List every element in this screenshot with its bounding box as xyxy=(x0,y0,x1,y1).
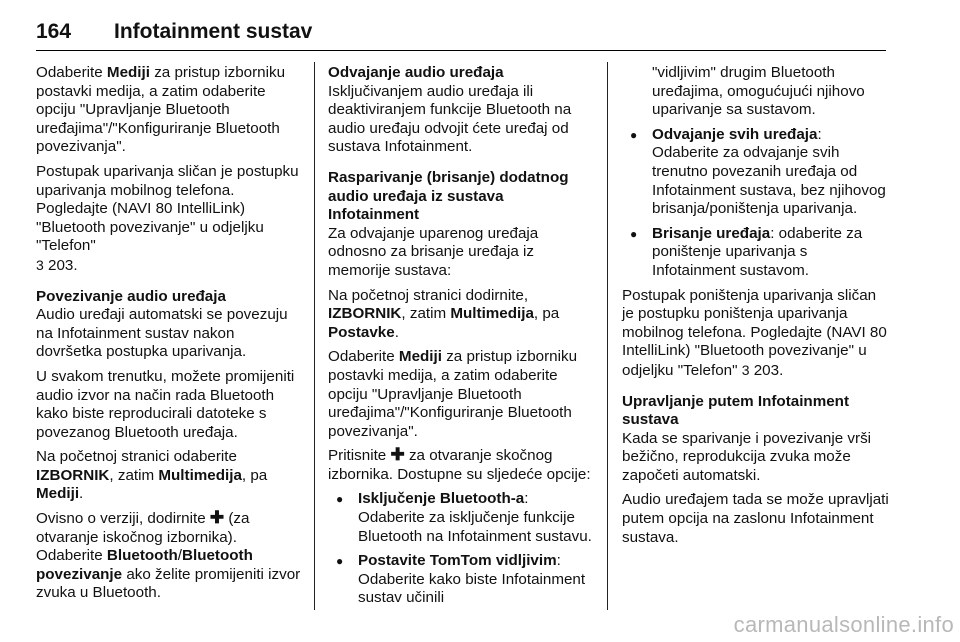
option-list xyxy=(328,490,598,608)
paragraph: Na početnoj stranici odaberite IZBORNIK, zatim Multimedija, pa Mediji. xyxy=(36,448,268,503)
list-item-continuation: "vidljivim" drugim Bluetooth uređajima, omogućujući njihovo uparivanje sa sustavom. xyxy=(652,64,865,119)
page-reference-arrow-icon[interactable]: 3 xyxy=(741,361,750,378)
column-3 xyxy=(622,64,892,553)
list-item: ● Isključenje Bluetooth-a: Odaberite za isključenje funkcije Bluetooth na Infotainment sustavu. xyxy=(328,490,598,546)
paragraph: Ovisno o verziji, dodirnite ✚ (za otvaranje iskočnog izbornika). Odaberite Bluetooth/Bluetooth povezivanje ako želite promijeniti izvor zvuka u Bluetooth. xyxy=(36,508,301,602)
list-item: ● Postavite TomTom vidljivim: Odaberite kako biste Infotainment sustav učinili xyxy=(328,552,598,608)
plus-icon: ✚ xyxy=(209,508,225,528)
section-heading: Rasparivanje (brisanje) dodatnog audio uređaja iz sustava Infotainment xyxy=(328,168,569,224)
paragraph: Odaberite Mediji za pristup izborniku postavki medija, a zatim odaberite opciju "Upravljanje Bluetooth uređajima"/"Konfiguriranje Bluetooth povezivanja". xyxy=(328,348,578,440)
paragraph: Postupak poništenja uparivanja sličan je postupku poništenja uparivanja mobilnog telefona. Pogledajte (NAVI 80 IntelliLink) "Bluetooth povezivanje" u odjeljku "Telefon" 3 203. xyxy=(622,286,887,379)
paragraph: Audio uređajem tada se može upravljati putem opcija na zaslonu Infotainment sustava. xyxy=(622,491,889,546)
section-heading: Povezivanje audio uređaja xyxy=(36,287,226,305)
column-1 xyxy=(36,64,304,609)
list-item: ● Brisanje uređaja: odaberite za poništenje uparivanja s Infotainment sustavom. xyxy=(622,225,892,281)
page-number: 164 xyxy=(36,20,72,43)
list-item: ● Odvajanje svih uređaja: Odaberite za odvajanje svih trenutno povezanih uređaja od Infotainment sustava, bez njihovog brisanja/poništenja uparivanja. xyxy=(622,126,892,219)
column-divider-1 xyxy=(314,62,315,610)
page-reference-arrow-icon[interactable]: 3 xyxy=(36,256,44,273)
option-list xyxy=(622,64,892,281)
paragraph: Na početnoj stranici dodirnite, IZBORNIK, zatim Multimedija, pa Postavke. xyxy=(328,286,560,341)
paragraph: Kada se sparivanje i povezivanje vrši bežično, reprodukcija zvuka može započeti automatski. xyxy=(622,429,872,484)
paragraph: Isključivanjem audio uređaja ili deaktiviranjem funkcije Bluetooth na audio uređaju odvojit ćete uređaj od sustava Infotainment. xyxy=(328,82,572,156)
page-header xyxy=(36,20,886,52)
watermark: carmanualsonline.info xyxy=(733,612,954,637)
paragraph: Za odvajanje uparenog uređaja odnosno za brisanje uređaja iz memorije sustava: xyxy=(328,224,539,279)
paragraph: Pritisnite ✚ za otvaranje skočnog izbornika. Dostupne su sljedeće opcije: xyxy=(328,445,591,483)
section-heading: Upravljanje putem Infotainment sustava xyxy=(622,392,849,429)
page-reference[interactable]: 203. xyxy=(43,256,78,274)
paragraph: U svakom trenutku, možete promijeniti audio izvor na način rada Bluetooth kako biste reproducirali datoteke s povezanog Bluetooth uređaja. xyxy=(36,367,295,441)
paragraph: Postupak uparivanja sličan je postupku uparivanja mobilnog telefona. Pogledajte (NAVI 80 IntelliLink) "Bluetooth povezivanje" u odjeljku "Telefon" 3 203. xyxy=(36,162,299,274)
page-reference[interactable]: 203. xyxy=(749,361,784,379)
column-divider-2 xyxy=(607,62,608,610)
plus-icon: ✚ xyxy=(390,445,405,465)
section-heading: Odvajanje audio uređaja xyxy=(328,64,504,81)
paragraph: Odaberite Mediji za pristup izborniku postavki medija, a zatim odaberite opciju "Upravljanje Bluetooth uređajima"/"Konfiguriranje Bluetooth povezivanja". xyxy=(36,64,286,156)
paragraph: Audio uređaji automatski se povezuju na Infotainment sustav nakon dovršetka postupka uparivanja. xyxy=(36,306,288,361)
header-rule xyxy=(36,50,886,51)
column-2 xyxy=(328,64,598,614)
page-title: Infotainment sustav xyxy=(114,20,313,43)
